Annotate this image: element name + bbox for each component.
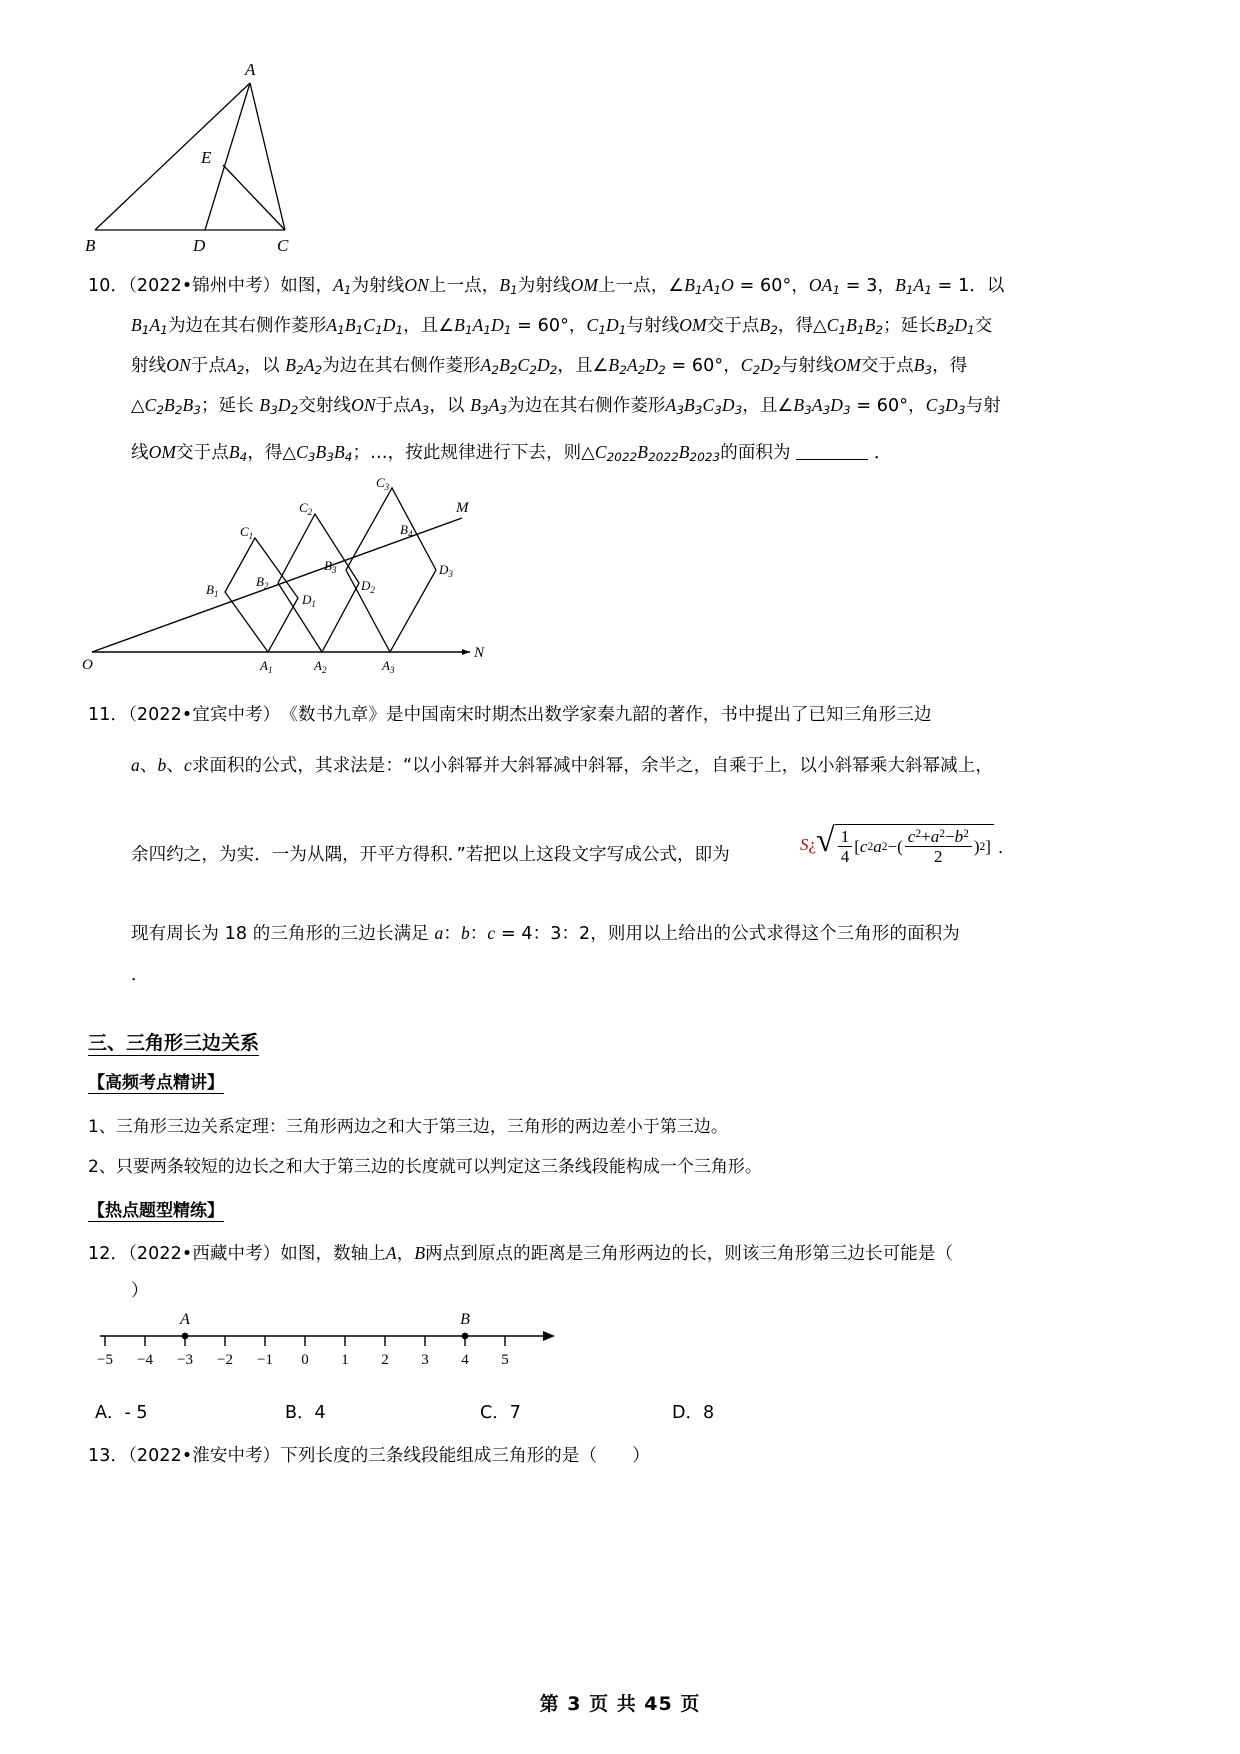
- svg-text:5: 5: [501, 1352, 509, 1368]
- q11-line1-text: 《数书九章》是中国南宋时期杰出数学家秦九韶的著作，书中提出了已知三角形三边: [289, 705, 932, 725]
- rhombus-chain-svg: [70, 470, 530, 680]
- formula-a-exp: 2: [881, 840, 888, 854]
- label-C1: $C_1$: [240, 524, 254, 541]
- q12-line1: 12．（2022•西藏中考）如图，数轴上A，B两点到原点的距离是三角形两边的长，则该三角形第三边长可能是（: [88, 1243, 954, 1264]
- svg-text:3: 3: [421, 1352, 429, 1368]
- label-B3: $B_3$: [324, 558, 337, 575]
- q12-option-d[interactable]: D．8: [672, 1403, 715, 1423]
- q11-line5: [131, 962, 149, 988]
- q10-line2: $B_1A_1$为边在其右侧作菱形$A_1B_1C_1D_1$，且$\angle B_1A_1D_1 = 60^\circ$，$C_1D_1$与射线OM交于点$B_2$，得$\triangle C_1B_1B_2$；延长$B_2D_1$交: [131, 315, 993, 337]
- svg-text:−1: −1: [257, 1352, 273, 1368]
- frac-inner: [905, 827, 972, 866]
- frac-inner-den: 2: [934, 847, 943, 867]
- svg-text:−2: −2: [217, 1352, 233, 1368]
- label-A2: $A_2$: [314, 658, 327, 675]
- svg-text:−3: −3: [177, 1352, 193, 1368]
- q10-line4: $\triangle C_2B_2B_3$；延长 $B_3D_2$交射线ON于点$A_3$，以 $B_3A_3$为边在其右侧作菱形$A_3B_3C_3D_3$，且$\angle B_3A_3D_3 = 60^\circ$，$C_3D_3$与射: [131, 395, 1001, 417]
- page-footer: 第 3 页 共 45 页: [539, 1693, 701, 1715]
- q11-line3-text: 余四约之，为实．一为从隅，开平方得积．”若把以上这段文字写成公式，即为: [131, 845, 730, 865]
- formula-paren-open: (: [897, 836, 903, 856]
- q10-source: （2022•锦州中考）: [128, 276, 281, 296]
- sqrt-sign-icon: √: [816, 822, 835, 859]
- tag-redian: [88, 1196, 224, 1221]
- q10-line3: 射线ON于点$A_2$，以 $B_2A_2$为边在其右侧作菱形$A_2B_2C_2D_2$，且$\angle B_2A_2D_2 = 60^\circ$，$C_2D_2$与射线OM交于点$B_3$，得: [131, 355, 968, 377]
- label-E: E: [201, 148, 212, 167]
- point-a-label: A: [180, 1311, 190, 1328]
- svg-text:−4: −4: [137, 1352, 153, 1368]
- formula-a: a: [873, 836, 882, 856]
- label-B2: $B_2$: [256, 574, 269, 591]
- q10-number: 10．: [88, 276, 129, 296]
- formula-paren-close: ): [973, 836, 980, 856]
- label-C2: $C_2$: [299, 500, 313, 517]
- label-D3: $D_3$: [439, 562, 453, 579]
- frac-one-fourth: [838, 827, 853, 866]
- label-D: D: [193, 236, 206, 255]
- section3-point-1: 1、三角形三边关系定理：三角形两边之和大于第三边，三角形的两边差小于第三边。: [88, 1117, 728, 1137]
- formula-bracket-close: ]: [985, 836, 991, 856]
- point-b-dot: [462, 1333, 469, 1340]
- label-M: M: [456, 500, 469, 516]
- svg-text:0: 0: [301, 1352, 309, 1368]
- q11-formula: [800, 824, 1015, 866]
- label-B: B: [85, 236, 96, 255]
- q11-number: 11．: [88, 705, 129, 725]
- section3-point-2: 2、只要两条较短的边长之和大于第三边的长度就可以判定这三条线段能构成一个三角形。: [88, 1157, 762, 1177]
- label-D2: $D_2$: [361, 578, 375, 595]
- formula-S-label: S: [800, 835, 809, 855]
- label-C3: $C_3$: [376, 475, 390, 492]
- formula-period: ．: [997, 837, 1015, 858]
- q13-line1: [88, 1443, 650, 1469]
- label-O: O: [82, 657, 93, 673]
- q12-option-a[interactable]: A．- 5: [95, 1403, 148, 1423]
- formula-c-exp: 2: [867, 840, 874, 854]
- frac-denominator: 4: [840, 847, 850, 867]
- label-C: C: [277, 236, 289, 255]
- q11-line3: [131, 842, 730, 868]
- label-N: N: [474, 645, 485, 661]
- q13-number: 13．: [88, 1446, 129, 1466]
- q12-line2: ）: [131, 1281, 149, 1301]
- point-b-label: B: [460, 1311, 470, 1328]
- q10-line5: 线OM交于点$B_4$，得$\triangle C_3B_3B_4$；…，按此规律进行下去，则$\triangle C_{2022}B_{2022}B_{2023}$的面积为 ．: [131, 442, 892, 464]
- label-B1: $B_1$: [206, 582, 219, 599]
- q12-source: （2022•西藏中考）: [128, 1244, 281, 1264]
- tag-redian-text: 【热点题型精练】: [88, 1201, 224, 1221]
- point-a-dot: [182, 1333, 189, 1340]
- label-D1: $D_1$: [302, 592, 316, 609]
- figure-triangle-abc: [85, 55, 415, 255]
- formula-sq-exp: 2: [979, 840, 986, 854]
- label-A1: $A_1$: [260, 658, 273, 675]
- q12-option-b[interactable]: B．4: [285, 1403, 326, 1423]
- q13-text: 下列长度的三条线段能组成三角形的是（ ）: [280, 1446, 650, 1466]
- formula-sqrt: [816, 824, 994, 866]
- label-B4: $B_4$: [400, 522, 413, 539]
- svg-text:4: 4: [461, 1352, 469, 1368]
- formula-equals: ¿: [808, 835, 817, 855]
- section-heading-3-text: 三、三角形三边关系: [88, 1032, 260, 1054]
- number-line-ticks: [97, 1352, 509, 1368]
- frac-inner-num: $c^2+a^2-b^2$: [905, 827, 972, 847]
- section-heading-3: [88, 1028, 259, 1055]
- sqrt-body: [835, 824, 994, 866]
- tag-gaopin-text: 【高频考点精讲】: [88, 1073, 224, 1093]
- label-A3: $A_3$: [382, 658, 395, 675]
- tag-gaopin: [88, 1068, 224, 1093]
- q11-source: （2022•宜宾中考）: [128, 705, 272, 725]
- answer-blank-q10[interactable]: [796, 444, 868, 460]
- q11-line4: 现有周长为 18 的三角形的三边长满足 a：b：c = 4：3：2，则用以上给出的公式求得这个三角形的面积为: [131, 923, 960, 944]
- formula-minus: −: [887, 836, 898, 856]
- svg-text:−5: −5: [97, 1352, 113, 1368]
- frac-numerator: 1: [838, 827, 853, 847]
- figure-rhombus-chain: [70, 470, 530, 680]
- q12-number: 12．: [88, 1244, 129, 1264]
- q12-option-c[interactable]: C．7: [480, 1403, 521, 1423]
- svg-text:2: 2: [381, 1352, 389, 1368]
- q10-line1: 10．（2022•锦州中考）如图，$A_1$为射线ON上一点，$B_1$为射线OM上一点，$\angle B_1A_1O = 60^\circ$，$OA_1 = 3$，$B_1A_1 = 1$．以: [88, 275, 1005, 297]
- triangle-abc-svg: [85, 55, 415, 255]
- q13-source: （2022•淮安中考）: [128, 1446, 281, 1466]
- label-A: A: [245, 60, 256, 79]
- number-line-svg: [95, 1310, 565, 1390]
- formula-bracket-open: [: [854, 836, 860, 856]
- q11-line5-text: ．: [131, 965, 149, 985]
- formula-c: c: [859, 836, 868, 856]
- figure-number-line: [95, 1310, 565, 1390]
- svg-text:1: 1: [341, 1352, 349, 1368]
- q11-line2: a、b、c求面积的公式，其求法是：“以小斜幂并大斜幂减中斜幂，余半之，自乘于上，以小斜幂乘大斜幂减上，: [131, 755, 993, 776]
- q11-line1: [88, 702, 932, 728]
